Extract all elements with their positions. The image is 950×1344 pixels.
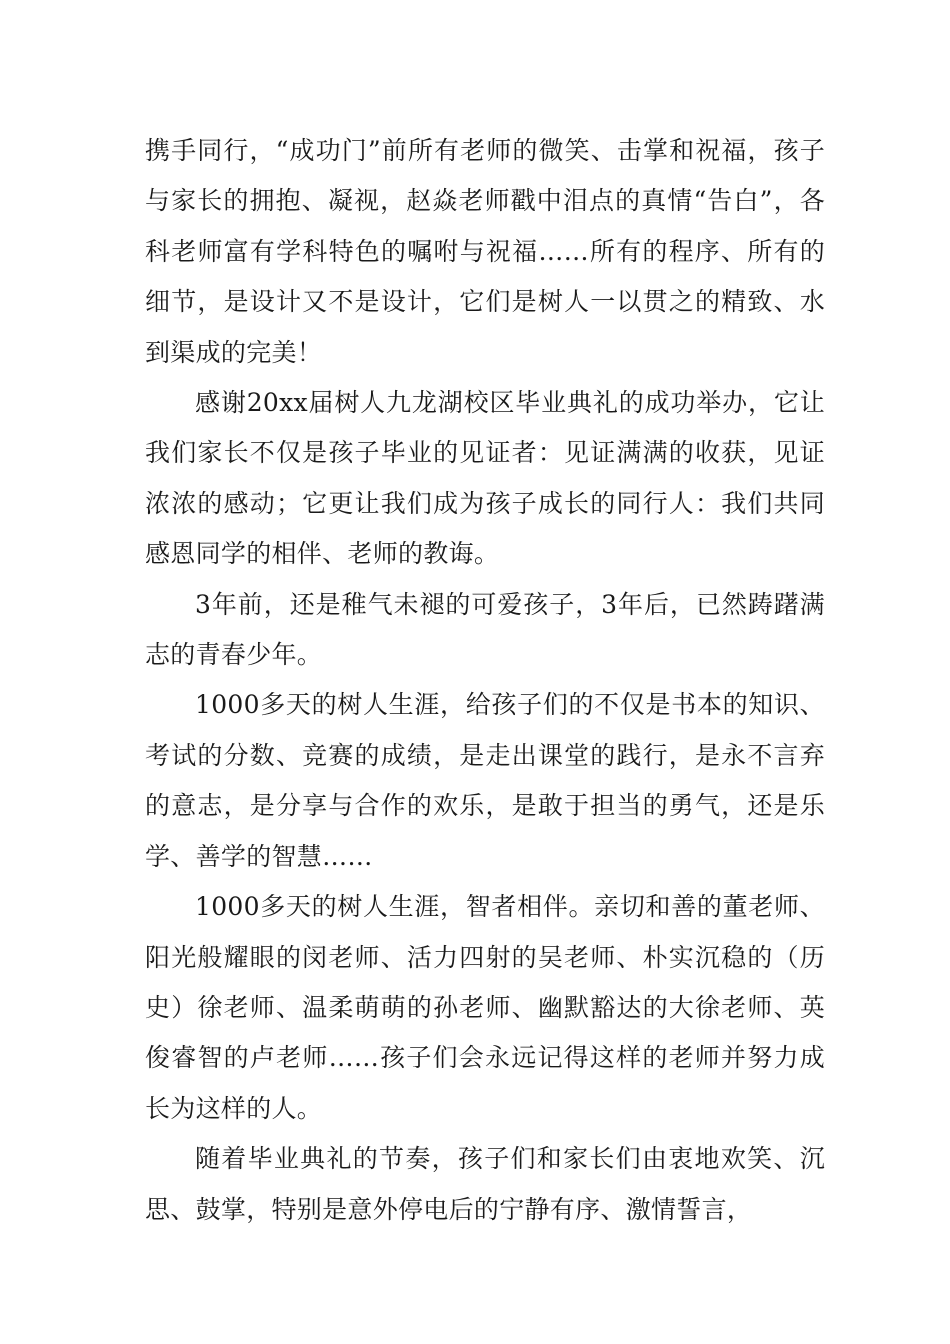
paragraph-gifts: 1000多天的树人生涯，给孩子们的不仅是书本的知识、考试的分数、竞赛的成绩，是走出课堂的践行，是永不言弃的意志，是分享与合作的欢乐，是敢于担当的勇气，还是乐学、善学的智慧……: [145, 690, 825, 871]
document-body: [145, 126, 825, 1235]
paragraph-thanks: 感谢20xx届树人九龙湖校区毕业典礼的成功举办，它让我们家长不仅是孩子毕业的见证者：见证满满的收获，见证浓浓的感动；它更让我们成为孩子成长的同行人：我们共同感恩同学的相伴、老师的教诲。: [145, 388, 825, 569]
paragraph-ceremony: 随着毕业典礼的节奏，孩子们和家长们由衷地欢笑、沉思、鼓掌，特别是意外停电后的宁静有序、激情誓言，: [145, 1144, 825, 1224]
paragraph-three-years: 3年前，还是稚气未褪的可爱孩子，3年后，已然踌躇满志的青春少年。: [145, 589, 825, 670]
paragraph-continuation: 携手同行，“成功门”前所有老师的微笑、击掌和祝福，孩子与家长的拥抱、凝视，赵焱老师戳中泪点的真情“告白”，各科老师富有学科特色的嘱咐与祝福……所有的程序、所有的细节，是设计又不是设计，它们是树人一以贯之的精致、水到渠成的完美！: [145, 136, 825, 367]
paragraph-teachers: 1000多天的树人生涯，智者相伴。亲切和善的董老师、阳光般耀眼的闵老师、活力四射的吴老师、朴实沉稳的（历史）徐老师、温柔萌萌的孙老师、幽默豁达的大徐老师、英俊睿智的卢老师……孩子们会永远记得这样的老师并努力成长为这样的人。: [145, 892, 825, 1123]
